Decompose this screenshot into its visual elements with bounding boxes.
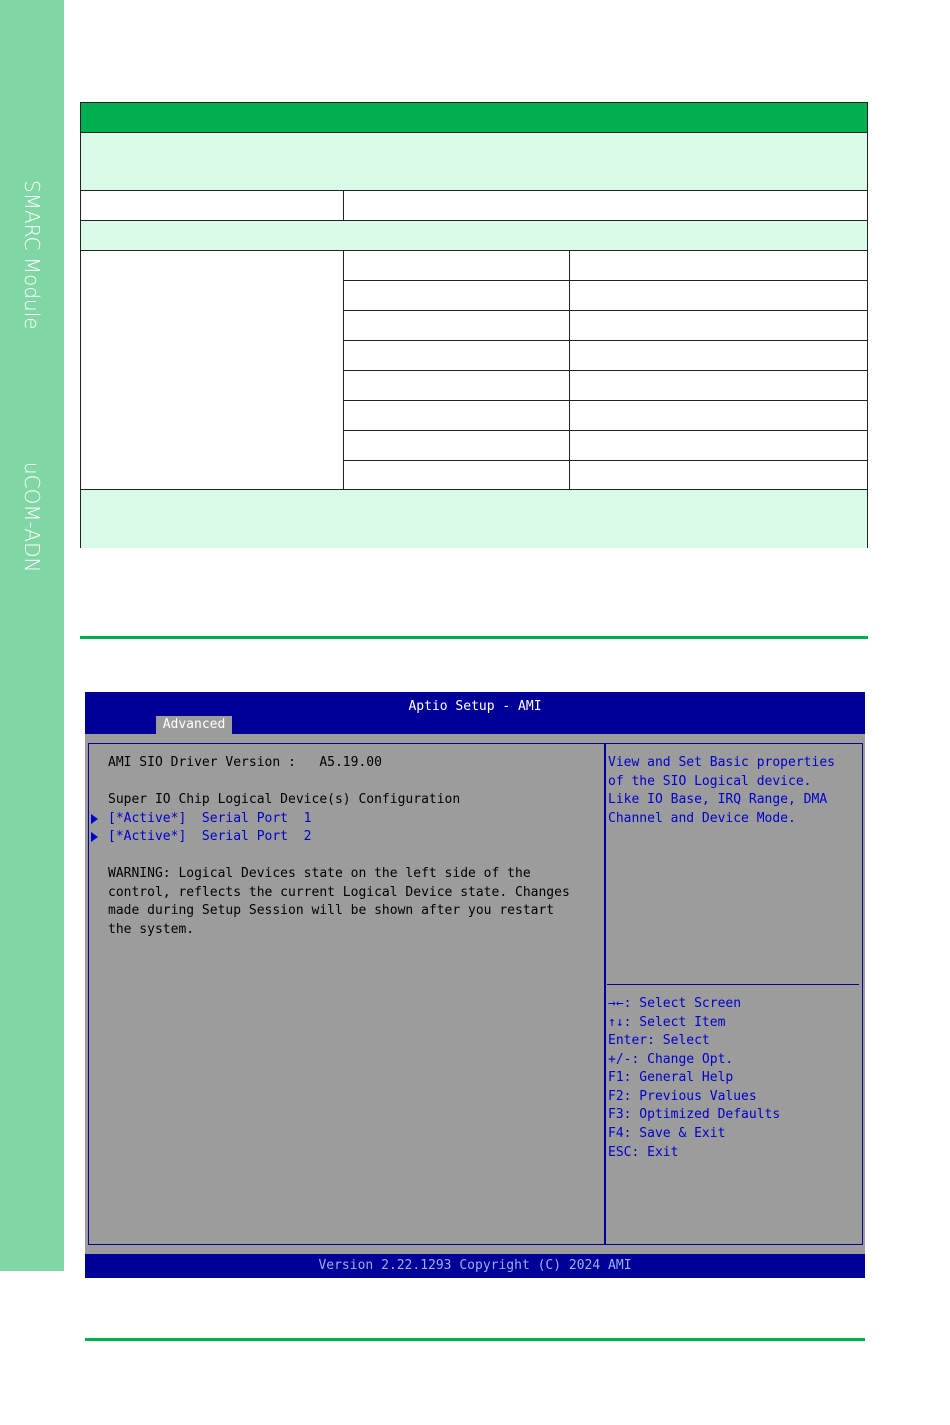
key-hint: →←: Select Screen: [608, 996, 742, 1011]
key-hint: +/-: Change Opt.: [608, 1052, 734, 1067]
sidebar-title-model: uCOM-ADN: [20, 462, 44, 573]
key-hint: ↑↓: Select Item: [608, 1015, 726, 1030]
help-text-line: Like IO Base, IRQ Range, DMA: [608, 792, 828, 807]
page-footer-divider: [85, 1338, 865, 1341]
key-hint: ESC: Exit: [608, 1145, 679, 1160]
bios-title: Aptio Setup - AMI: [408, 699, 542, 714]
table-subheader: [81, 221, 867, 251]
menu-item-serial-port-2[interactable]: [*Active*] Serial Port 2: [108, 829, 312, 844]
key-hint: Enter: Select: [608, 1033, 710, 1048]
bios-title-bar: [85, 692, 865, 734]
key-hint: F3: Optimized Defaults: [608, 1107, 781, 1122]
bios-screen: [85, 692, 865, 1278]
table-divider: [343, 460, 867, 461]
warning-line: the system.: [108, 922, 195, 937]
driver-version: AMI SIO Driver Version : A5.19.00: [108, 755, 382, 770]
table-divider: [343, 191, 344, 220]
help-text-line: of the SIO Logical device.: [608, 774, 812, 789]
bios-version-footer: Version 2.22.1293 Copyright (C) 2024 AMI: [85, 1254, 865, 1278]
warning-line: WARNING: Logical Devices state on the left side of the: [108, 866, 531, 881]
sidebar: [0, 0, 64, 1271]
bios-help-separator: [607, 984, 859, 985]
tab-advanced[interactable]: Advanced: [156, 716, 232, 734]
spec-table: [80, 102, 868, 548]
table-header: [81, 103, 867, 133]
table-divider: [343, 310, 867, 311]
help-text-line: View and Set Basic properties: [608, 755, 835, 770]
warning-line: control, reflects the current Logical Device state. Changes: [108, 885, 570, 900]
bios-panel-divider: [604, 743, 606, 1245]
warning-line: made during Setup Session will be shown after you restart: [108, 903, 555, 918]
key-hint: F1: General Help: [608, 1070, 734, 1085]
table-divider: [343, 370, 867, 371]
sidebar-title-product: SMARC Module: [20, 180, 44, 330]
table-divider: [343, 400, 867, 401]
submenu-arrow-icon: [91, 832, 98, 842]
menu-item-serial-port-1[interactable]: [*Active*] Serial Port 1: [108, 811, 312, 826]
table-row: [81, 191, 867, 221]
key-hint: F4: Save & Exit: [608, 1126, 726, 1141]
table-description-row: [81, 133, 867, 191]
config-heading: Super IO Chip Logical Device(s) Configuration: [108, 792, 461, 807]
table-footer-row: [81, 490, 867, 548]
table-divider: [343, 430, 867, 431]
help-text-line: Channel and Device Mode.: [608, 811, 796, 826]
table-divider: [343, 340, 867, 341]
table-grid: [81, 251, 867, 490]
key-hint: F2: Previous Values: [608, 1089, 757, 1104]
submenu-arrow-icon: [91, 814, 98, 824]
section-divider: [80, 636, 868, 639]
table-divider: [343, 280, 867, 281]
